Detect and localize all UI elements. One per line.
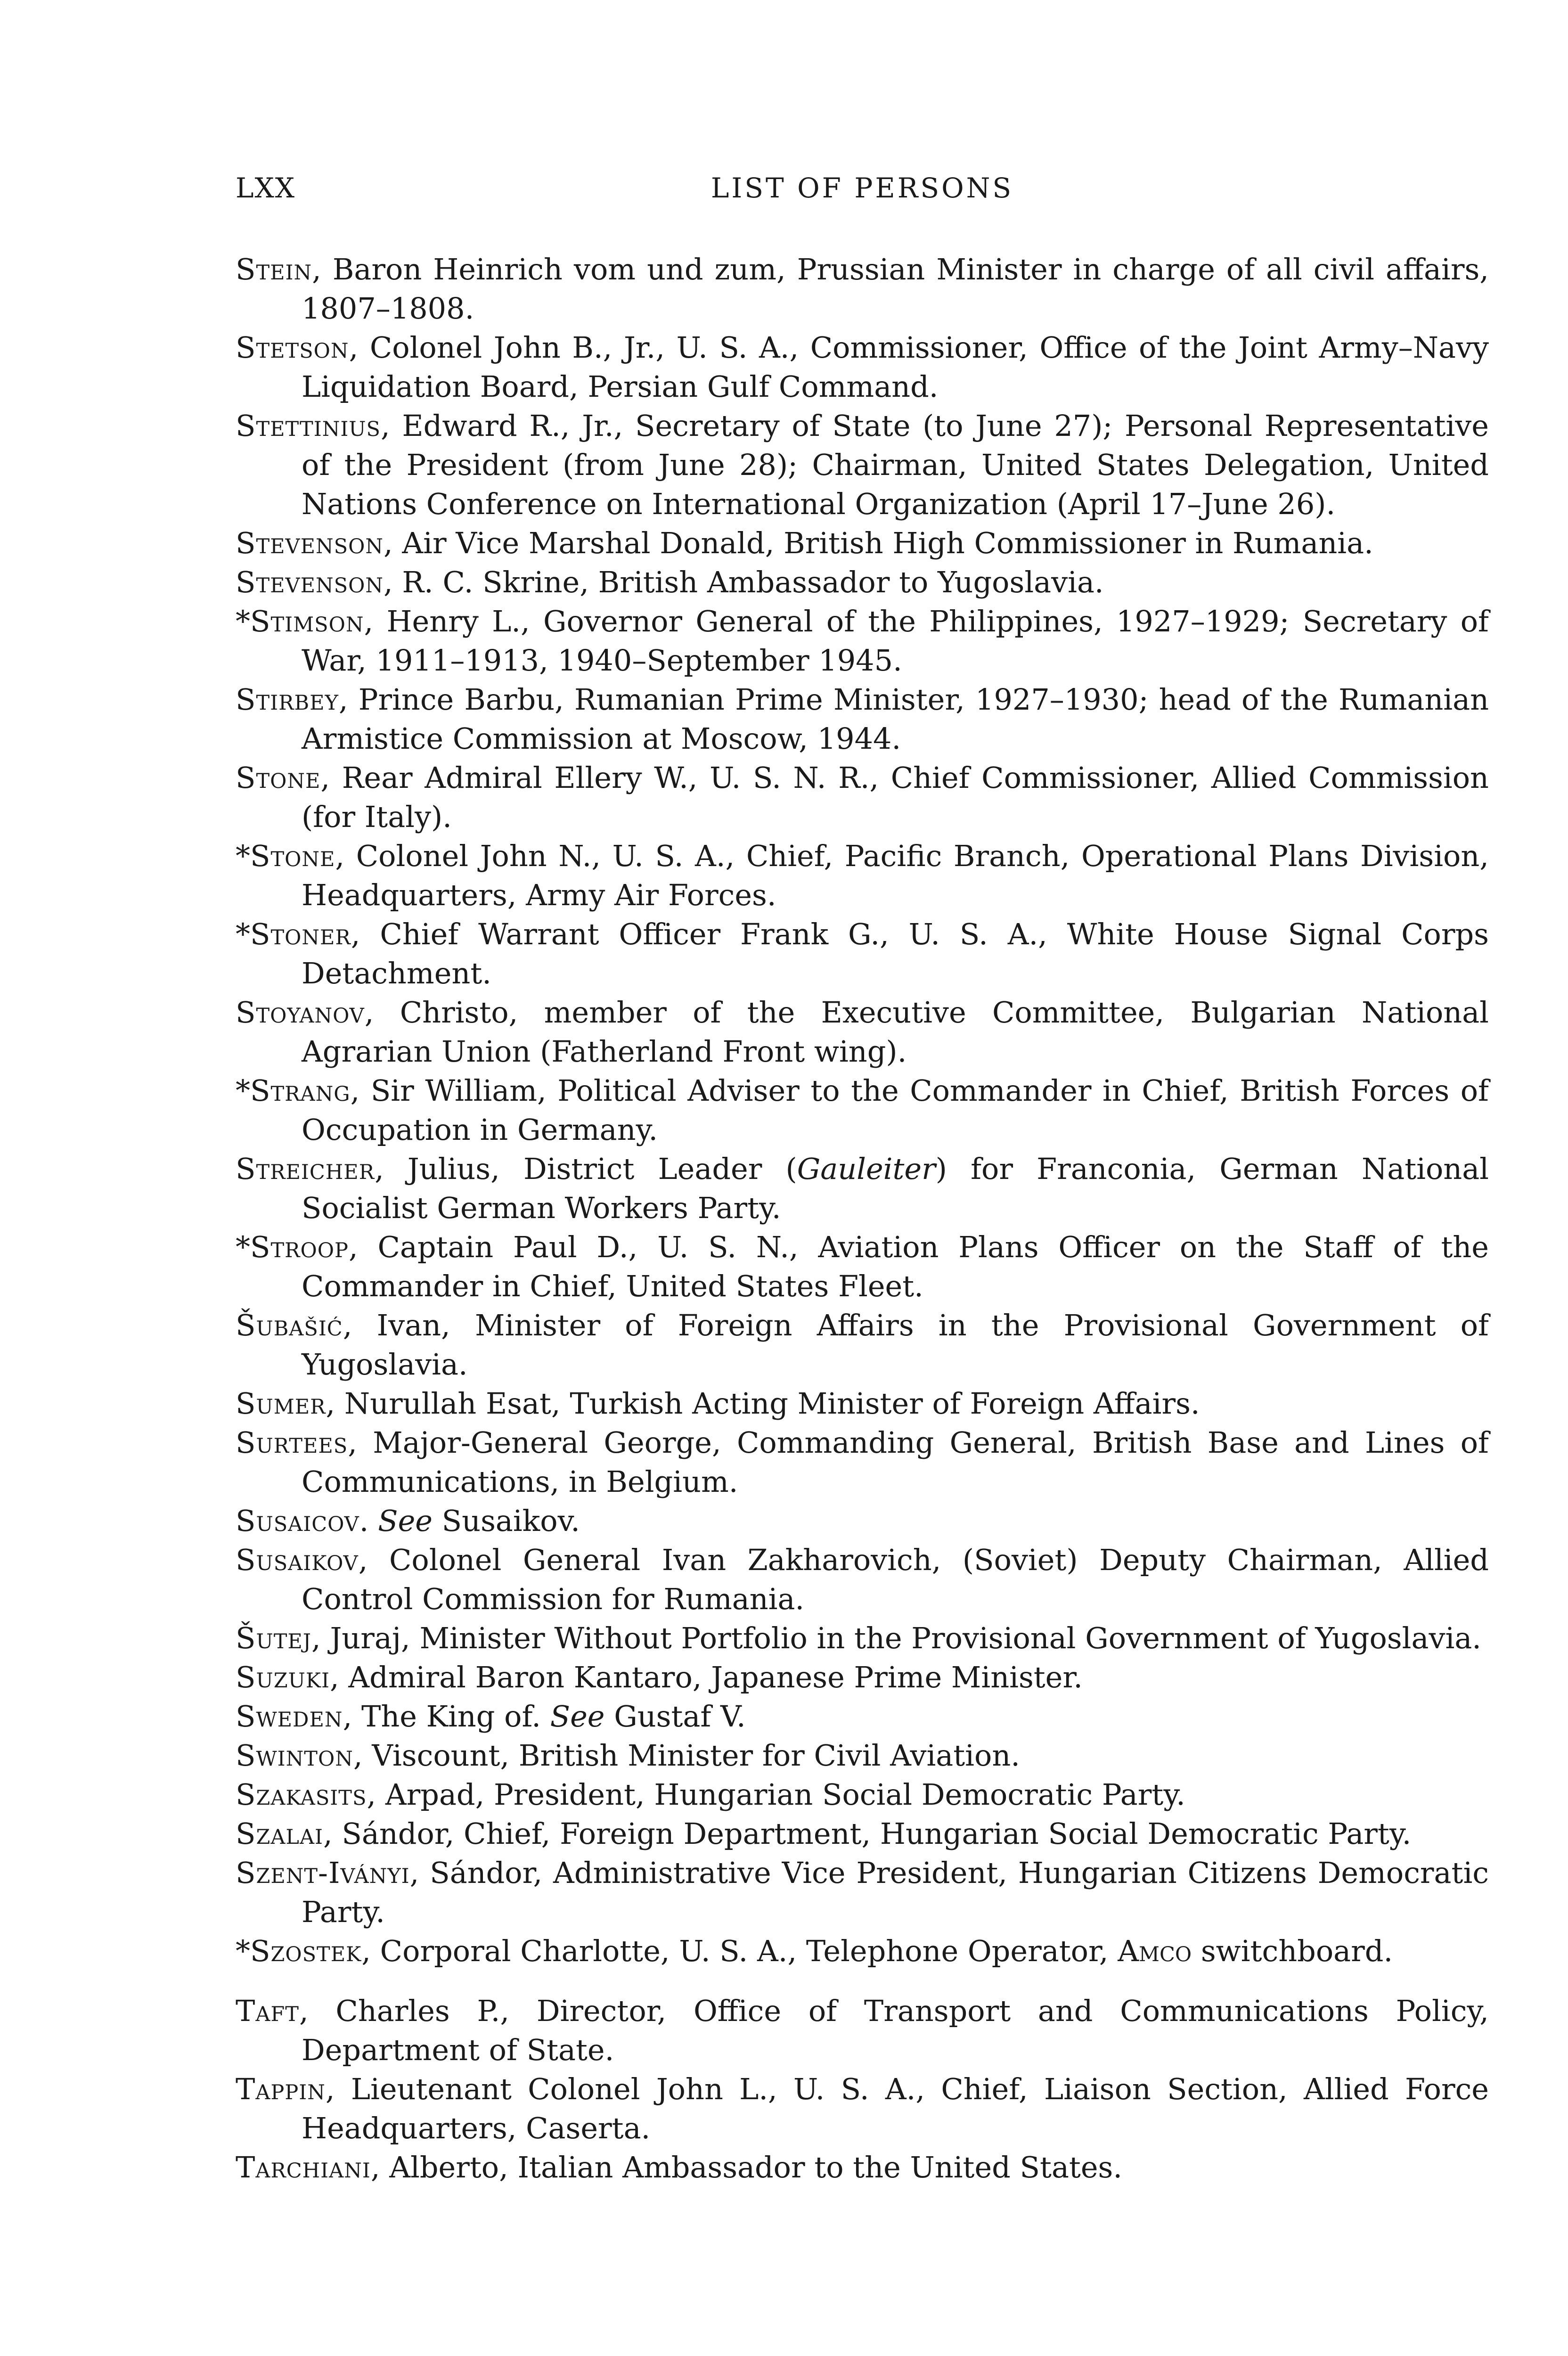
entry-text: , Major-General George, Commanding General, British Base and Lines of Communications, in Belgium. [302,1425,1489,1499]
entry-surname: Stevenson [236,526,384,560]
entry-text: , Juraj, Minister Without Portfolio in the Provisional Government of Yugoslavia. [311,1621,1481,1655]
entry-surname: Surtees [236,1425,348,1460]
list-entry [236,1501,1489,1540]
entry-text: , Edward R., Jr., Secretary of State (to June 27); Personal Representative of the President (from June 28); Chairman, United States Delegation, United Nations Conference on International Organization (April 17–June 26). [302,409,1489,521]
entry-text: , Charles P., Director, Office of Transport and Communications Policy, Department of State. [299,1994,1489,2067]
entry-surname: Stone [250,839,335,873]
entry-surname: Stein [236,252,312,286]
list-entry [236,1658,1489,1697]
entry-italic-term: Gauleiter [797,1152,936,1186]
entry-text: , R. C. Skrine, British Ambassador to Yugoslavia. [383,565,1104,599]
entry-surname: Stevenson [236,565,384,599]
entry-text: . [359,1504,378,1538]
entry-text: , Corporal Charlotte, U. S. A., Telephone Operator, [361,1934,1118,1968]
entry-text: , Colonel John N., U. S. A., Chief, Pacific Branch, Operational Plans Division, Headquarters, Army Air Forces. [302,839,1489,912]
list-entry [236,1697,1489,1736]
page-header [236,172,1489,210]
entry-text-after: Gustaf V. [604,1699,746,1734]
entry-text: , Lieutenant Colonel John L., U. S. A., Chief, Liaison Section, Allied Force Headquarters, Caserta. [302,2072,1489,2145]
entry-text-after: for Franconia, German National Socialist German Workers Party. [302,1152,1489,1225]
entry-surname: Stoyanov [236,995,365,1030]
list-entry: Streicher, Julius, District Leader (Gauleiter) for Franconia, German National Socialist German Workers Party. [236,1152,1489,1225]
entry-surname: Stettinius [236,409,381,443]
list-entry [236,1384,1489,1423]
entry-surname: Susaikov [236,1543,359,1577]
entry-marker: * [236,1073,250,1108]
entry-text: , Chief Warrant Officer Frank G., U. S. A., White House Signal Corps Detachment. [302,917,1489,990]
list-entry [236,328,1489,406]
person-list [236,250,1489,2187]
list-entry [236,602,1489,680]
entry-text: , The King of. [343,1699,550,1734]
entry-text: , Sándor, Administrative Vice President, Hungarian Citizens Democratic Party. [302,1856,1489,1929]
entry-text: , Alberto, Italian Ambassador to the United States. [370,2150,1123,2184]
entry-text: , Sándor, Chief, Foreign Department, Hungarian Social Democratic Party. [323,1816,1412,1851]
entry-smallcaps-term: Amco [1118,1934,1192,1968]
entry-surname: Stirbey [236,682,339,717]
list-entry [236,1775,1489,1814]
list-entry [236,1306,1489,1384]
entry-text: , Admiral Baron Kantaro, Japanese Prime Minister. [329,1660,1083,1694]
entry-text-after: switchboard. [1192,1934,1393,1968]
entry-text: , Ivan, Minister of Foreign Affairs in the Provisional Government of Yugoslavia. [302,1308,1489,1382]
list-entry [236,836,1489,915]
entry-marker: * [236,839,250,873]
entry-surname: Susaicov [236,1504,359,1538]
list-entry [236,1853,1489,1931]
entry-text: , Prince Barbu, Rumanian Prime Minister, 1927–1930; head of the Rumanian Armistice Commission at Moscow, 1944. [302,682,1489,756]
list-entry [236,524,1489,563]
list-entry [236,406,1489,524]
list-entry [236,1423,1489,1501]
list-entry [236,1991,1489,2070]
entry-surname: Streicher [236,1152,375,1186]
entry-text: , Baron Heinrich vom und zum, Prussian Minister in charge of all civil affairs, 1807–1808. [302,252,1489,326]
entry-text-after: Susaikov. [432,1504,580,1538]
entry-text: , Colonel John B., Jr., U. S. A., Commissioner, Office of the Joint Army–Navy Liquidation Board, Persian Gulf Command. [302,330,1489,404]
entry-text: , Henry L., Governor General of the Philippines, 1927–1929; Secretary of War, 1911–1913, 1940–September 1945. [302,604,1489,678]
list-entry [236,680,1489,758]
list-entry [236,250,1489,328]
entry-surname: Stoner [250,917,351,951]
entry-surname: Tarchiani [236,2150,371,2184]
entry-surname: Sumer [236,1386,326,1421]
list-entry [236,993,1489,1071]
list-entry [236,2070,1489,2148]
entry-surname: Stroop [250,1230,349,1264]
entry-italic-term: See [378,1504,433,1538]
entry-marker: * [236,917,250,951]
entry-text: , Rear Admiral Ellery W., U. S. N. R., Chief Commissioner, Allied Commission (for Italy). [302,761,1489,834]
entry-surname: Tappin [236,2072,326,2106]
running-title: LIST OF PERSONS [710,172,1014,204]
list-entry [236,758,1489,836]
list-entry [236,563,1489,602]
list-entry [236,1071,1489,1149]
entry-marker: * [236,604,250,638]
entry-surname: Szalai [236,1816,323,1851]
entry-text: , Nurullah Esat, Turkish Acting Minister of Foreign Affairs. [326,1386,1200,1421]
entry-surname: Stetson [236,330,349,365]
entry-surname: Szent-Iványi [236,1856,410,1890]
list-entry [236,1619,1489,1658]
entry-surname: Taft [236,1994,299,2028]
entry-text: , Viscount, British Minister for Civil Aviation. [353,1738,1020,1773]
entry-surname: Šubašić [236,1308,343,1342]
entry-text: , Arpad, President, Hungarian Social Democratic Party. [367,1777,1185,1812]
list-entry [236,1227,1489,1306]
entry-italic-term: See [550,1699,605,1734]
entry-surname: Stimson [250,604,364,638]
entry-surname: Swinton [236,1738,353,1773]
entry-surname: Suzuki [236,1660,330,1694]
entry-text: , Captain Paul D., U. S. N., Aviation Plans Officer on the Staff of the Commander in Chief, United States Fleet. [302,1230,1489,1303]
entry-surname: Szakasits [236,1777,367,1812]
entry-text: , Sir William, Political Adviser to the Commander in Chief, British Forces of Occupation in Germany. [302,1073,1489,1147]
entry-surname: Szostek [250,1934,362,1968]
list-entry [236,1736,1489,1775]
entry-surname: Šutej [236,1621,312,1655]
entry-marker: * [236,1934,250,1968]
entry-surname: Sweden [236,1699,343,1734]
entry-marker: * [236,1230,250,1264]
entry-surname: Stone [236,761,321,795]
entry-surname: Strang [250,1073,351,1108]
page-number: LXX [236,172,296,204]
entry-text: , Colonel General Ivan Zakharovich, (Soviet) Deputy Chairman, Allied Control Commission for Rumania. [302,1543,1489,1616]
list-entry [236,2148,1489,2187]
list-entry [236,1814,1489,1853]
list-entry [236,1540,1489,1619]
list-entry [236,915,1489,993]
entry-text: , Air Vice Marshal Donald, British High Commissioner in Rumania. [383,526,1373,560]
list-entry [236,1931,1489,1971]
entry-text: , Christo, member of the Executive Committee, Bulgarian National Agrarian Union (Fatherland Front wing). [302,995,1489,1069]
entry-text: , Julius, District Leader [375,1152,786,1186]
